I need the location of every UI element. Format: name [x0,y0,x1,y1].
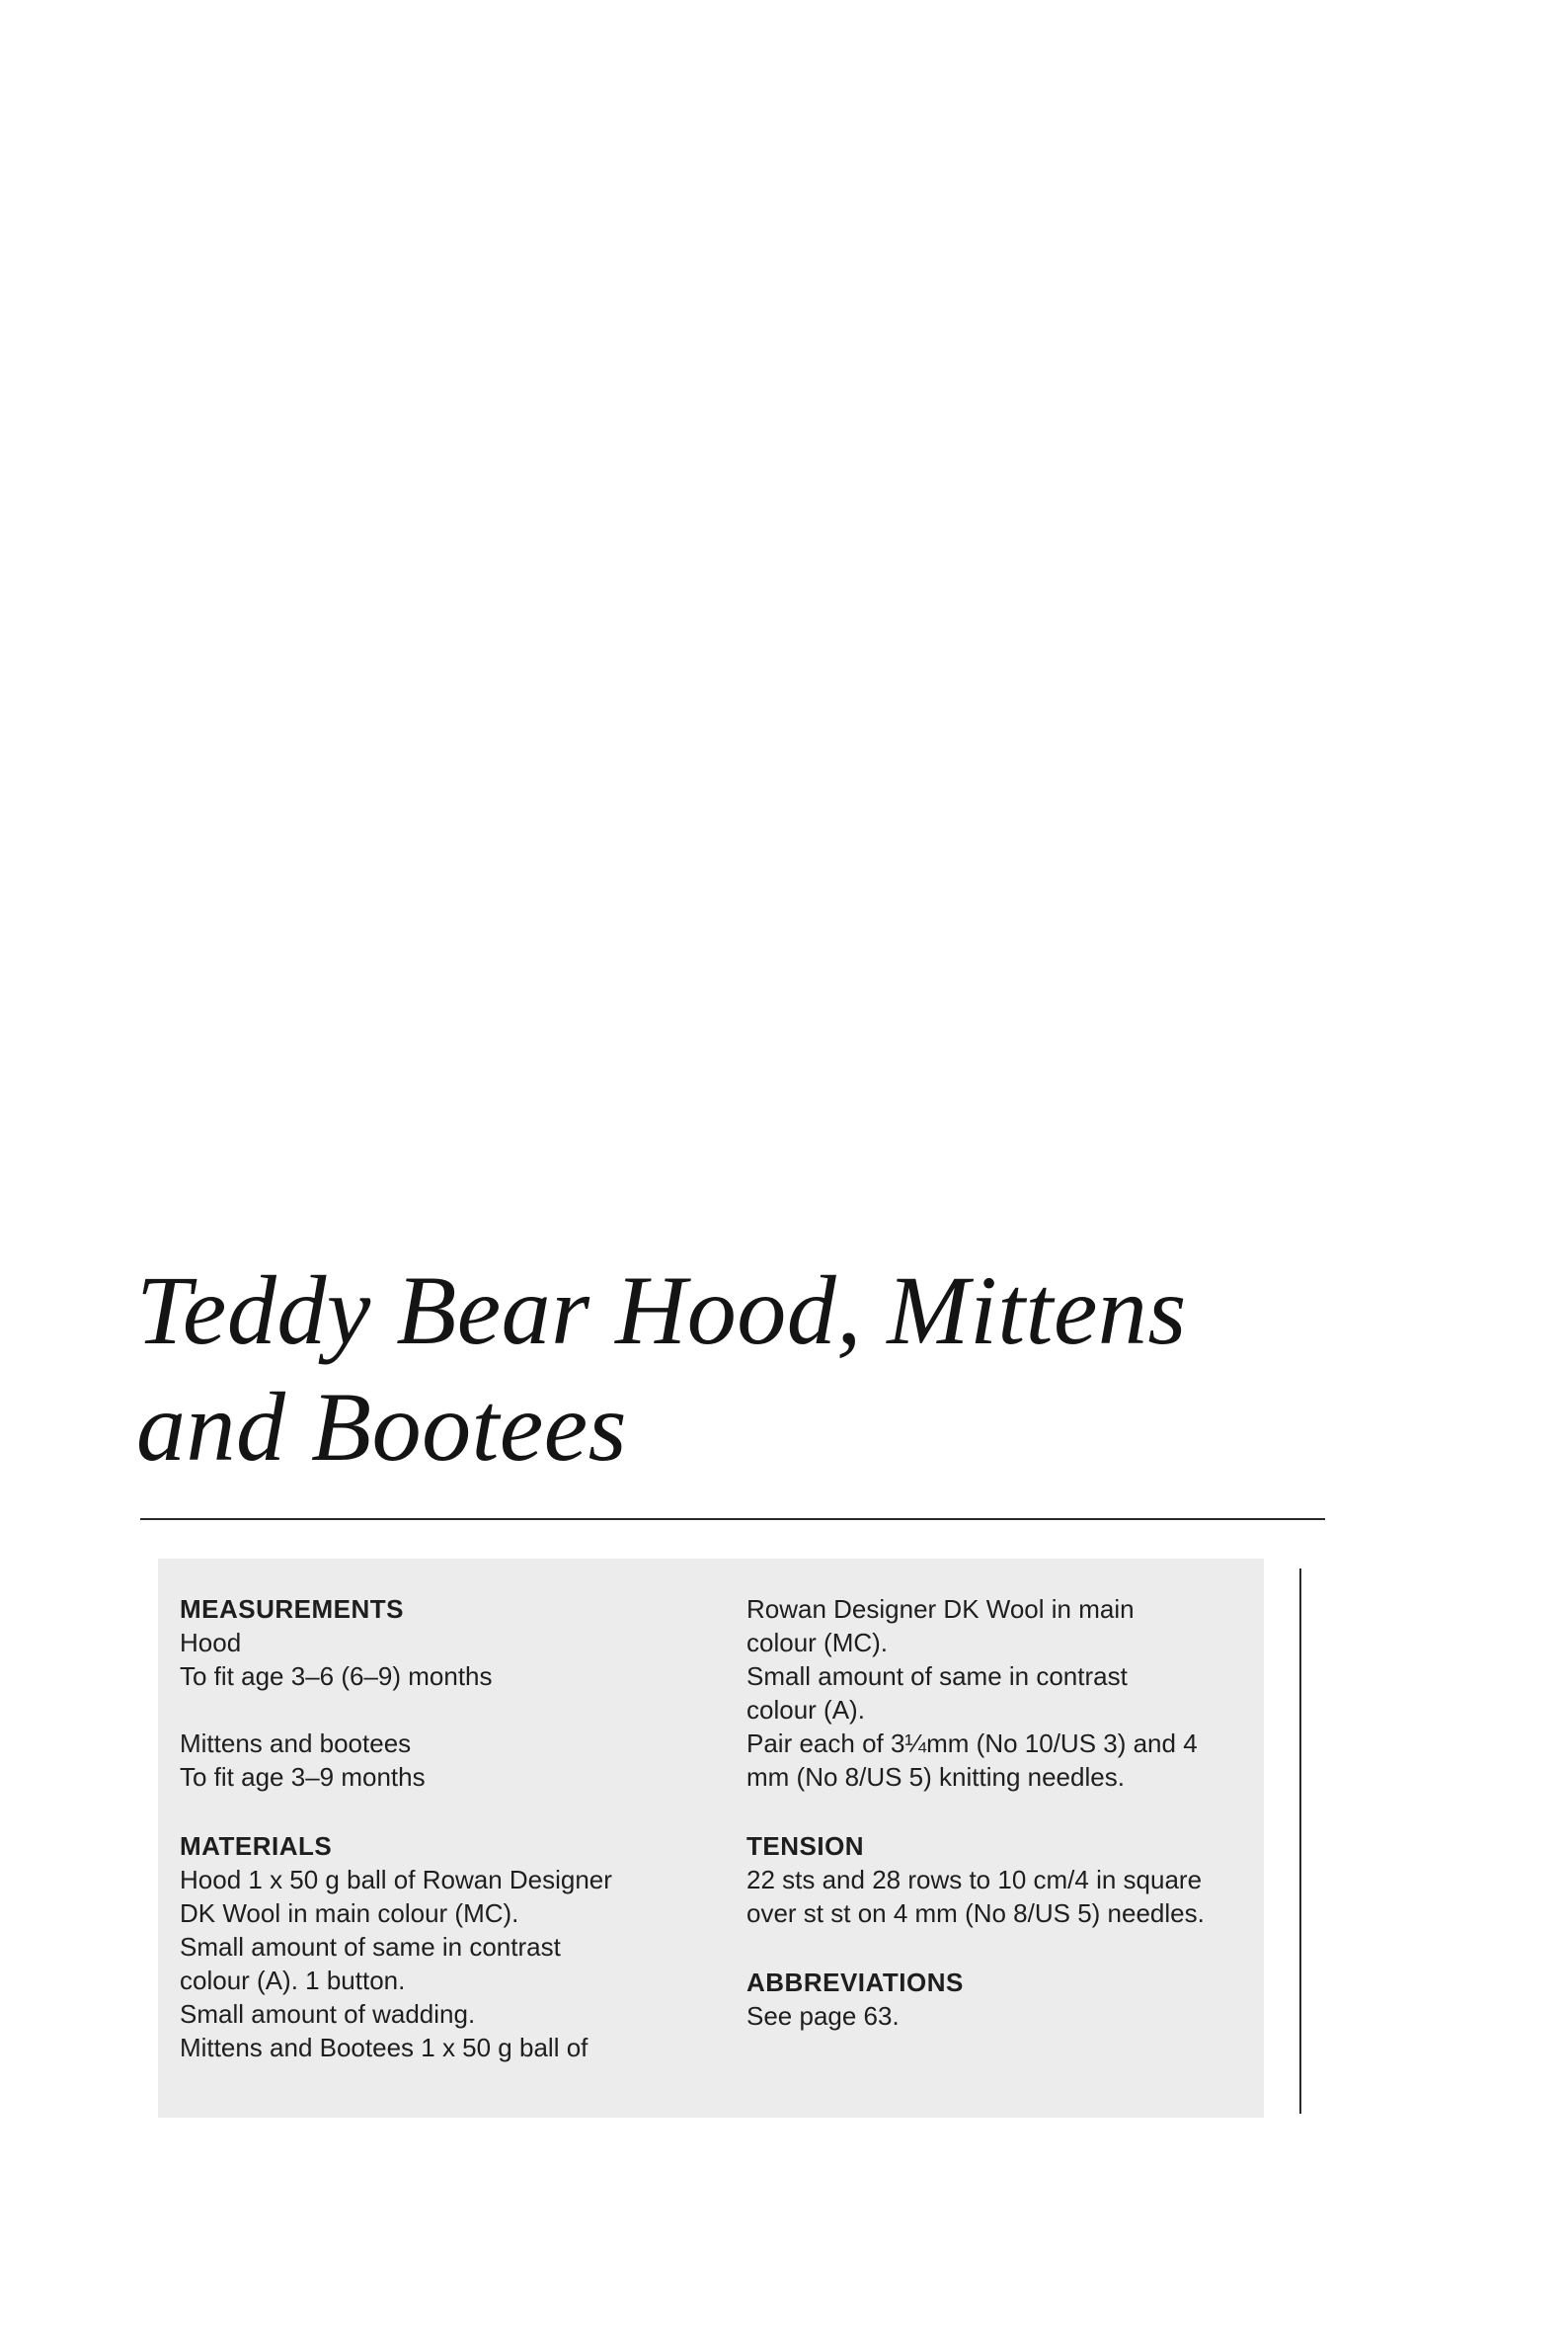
measurements-section [180,1592,673,1794]
tension-section [746,1829,1260,1930]
tension-heading: TENSION [746,1831,865,1861]
tension-line: 22 sts and 28 rows to 10 cm/4 in square [746,1865,1203,1894]
materials-line: Pair each of 3¼mm (No 10/US 3) and 4 [746,1728,1198,1758]
abbreviations-heading: ABBREVIATIONS [746,1968,964,1997]
materials-line: colour (A). 1 button. [180,1966,406,1995]
materials-continued [746,1592,1260,1794]
mittens-size: To fit age 3–9 months [180,1762,426,1792]
panel-side-rule [1299,1568,1301,2114]
spacer [746,1930,1260,1966]
materials-heading: MATERIALS [180,1831,333,1861]
abbreviations-section [746,1966,1260,2033]
materials-line: DK Wool in main colour (MC). [180,1898,519,1928]
left-column [180,1592,673,2064]
materials-line: Small amount of wadding. [180,1999,476,2029]
hood-size: To fit age 3–6 (6–9) months [180,1661,493,1691]
title-divider [140,1518,1325,1520]
right-column [746,1592,1260,2033]
materials-line: Hood 1 x 50 g ball of Rowan Designer [180,1865,612,1894]
materials-line: Small amount of same in contrast [746,1661,1128,1691]
materials-line: mm (No 8/US 5) knitting needles. [746,1762,1125,1792]
materials-section [180,1829,673,2064]
spacer [746,1794,1260,1829]
hood-label: Hood [180,1628,242,1657]
spacer [180,1794,673,1829]
pattern-title [136,1252,1380,1486]
measurements-heading: MEASUREMENTS [180,1594,405,1624]
title-line-2: and Bootees [136,1372,628,1482]
materials-line: Mittens and Bootees 1 x 50 g ball of [180,2033,588,2062]
spacer [180,1693,673,1727]
mittens-label: Mittens and bootees [180,1728,412,1758]
materials-line: colour (A). [746,1695,865,1725]
tension-line: over st st on 4 mm (No 8/US 5) needles. [746,1898,1205,1928]
title-line-1: Teddy Bear Hood, Mittens [136,1255,1187,1365]
materials-line: colour (MC). [746,1628,889,1657]
materials-line: Rowan Designer DK Wool in main [746,1594,1135,1624]
abbreviations-text: See page 63. [746,2001,900,2031]
materials-line: Small amount of same in contrast [180,1932,561,1962]
